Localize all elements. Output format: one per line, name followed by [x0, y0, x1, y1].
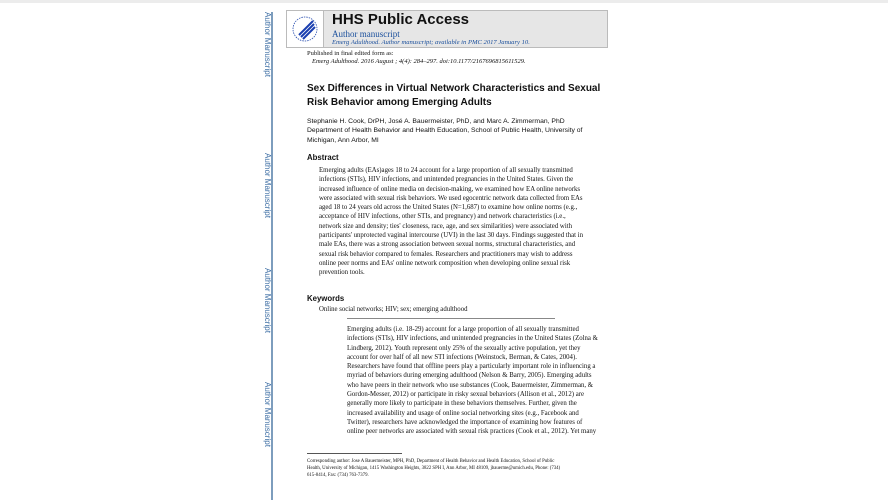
body-line: online peer networks are associated with sexual risk practices (Cook et al., 2012). Yet many	[347, 428, 597, 436]
footnote-divider	[307, 453, 402, 454]
footnote-line: 615-8414, Fax: (734) 763-7379.	[307, 473, 369, 478]
body-text	[347, 325, 627, 437]
footnote	[307, 458, 560, 479]
abstract-line: sexual risk behavior compared to females. Researchers and practitioners may wish to address	[319, 250, 573, 258]
keywords-heading: Keywords	[307, 294, 345, 303]
body-line: generally more likely to participate in these behaviors themselves. Further, given the	[347, 400, 577, 408]
keywords-text: Online social networks; HIV; sex; emerging adulthood	[319, 306, 468, 313]
body-line: Lindberg, 2012). Youth represent only 25% of the sexually active population, yet they	[347, 344, 581, 352]
abstract-line: network size and density; ties' closeness, race, age, and sex similarities) were associated with	[319, 222, 573, 230]
hhs-header	[286, 10, 608, 48]
abstract-line: online peer norms and EAs' online network composition when developing online sexual risk	[319, 259, 571, 267]
article-title-line: Sex Differences in Virtual Network Characteristics and Sexual	[307, 83, 601, 94]
affiliation-line: Department of Health Behavior and Health Education, School of Public Health, University of	[307, 127, 583, 134]
header-title: HHS Public Access	[332, 11, 469, 28]
abstract-line: prevention tools.	[319, 269, 365, 277]
footnote-line: Health, University of Michigan, 1415 Washington Heights, 3822 SPH I, Ann Arbor, MI 48109, jbauerme@umich.edu, Phone: (734)	[307, 466, 561, 471]
body-line: who have peers in their network who use substances (Cook, Bauermeister, Zimmerman, &	[347, 381, 594, 389]
body-line: account for over half of all new STI infections (Weinstock, Berman, & Cates, 2004).	[347, 353, 577, 361]
footnote-line: Corresponding author: Jose A Bauermeister, MPH, PhD, Department of Health Behavior and Health Education, School of Public	[307, 459, 555, 464]
published-label: Published in final edited form as:	[307, 50, 394, 57]
affiliation-line: Michigan, Ann Arbor, MI	[307, 137, 379, 144]
header-citation: Emerg Adulthood. Author manuscript; available in PMC 2017 January 10.	[332, 39, 530, 46]
body-line: infections (STIs), HIV infections, and unintended pregnancies in the United States (Zolna &	[347, 335, 598, 343]
section-divider	[347, 318, 555, 319]
article-title-line: Risk Behavior among Emerging Adults	[307, 97, 492, 108]
published-citation: Emerg Adulthood. 2016 August ; 4(4): 284–297. doi:10.1177/2167696815611529.	[312, 58, 526, 65]
sidebar-label: Author Manuscript	[263, 382, 272, 447]
abstract-line: infections (STIs), HIV infections, and unintended pregnancies in the United States. Given the	[319, 176, 574, 184]
abstract-line: increased influence of online media on decision-making, we examined how EA online networks	[319, 185, 581, 193]
sidebar-label: Author Manuscript	[263, 268, 272, 333]
body-line: Twitter), researchers have acknowledged the importance of examining how features of	[347, 418, 583, 426]
body-line: myriad of behaviors during emerging adulthood (Nelson & Barry, 2005). Emerging adults	[347, 372, 592, 380]
sidebar-label: Author Manuscript	[263, 12, 272, 77]
hhs-eagle-logo-icon	[287, 11, 324, 47]
abstract-heading: Abstract	[307, 153, 339, 162]
sidebar-label: Author Manuscript	[263, 153, 272, 218]
body-line: Gordon-Messer, 2012) or participate in risky sexual behaviors (Allison et al., 2012) are	[347, 391, 584, 399]
abstract-line: were associated with sexual risk behaviors. We used egocentric network data collected from EAs	[319, 194, 583, 202]
abstract-line: Emerging adults (EAs)ages 18 to 24 account for a large proportion of all sexually transmitted	[319, 167, 573, 174]
abstract-text	[319, 166, 619, 278]
header-subtitle: Author manuscript	[332, 29, 400, 39]
abstract-line: male EAs, there was a strong association between sexual norms, structural characteristics, and	[319, 241, 576, 249]
abstract-line: participants' unprotected vaginal intercourse (UVI) in the last 30 days. Findings suggested that in	[319, 232, 583, 240]
article-authors: Stephanie H. Cook, DrPH, José A. Bauermeister, PhD, and Marc A. Zimmerman, PhD	[307, 118, 565, 125]
body-line: Researchers have found that offline peers play a particularly important role in influencing a	[347, 363, 596, 371]
body-line: increased availability and usage of online social networking sites (e.g., Facebook and	[347, 409, 579, 417]
abstract-line: acceptance of HIV infections, other STIs, and pregnancy) and network characteristics (i.e.,	[319, 213, 566, 221]
body-line: Emerging adults (i.e. 18-29) account for a large proportion of all sexually transmitted	[347, 326, 579, 333]
abstract-line: aged 18 to 24 years old across the United States (N=1,687) to examine how online norms (e.g.,	[319, 204, 578, 212]
viewer-top-bar	[0, 0, 888, 3]
